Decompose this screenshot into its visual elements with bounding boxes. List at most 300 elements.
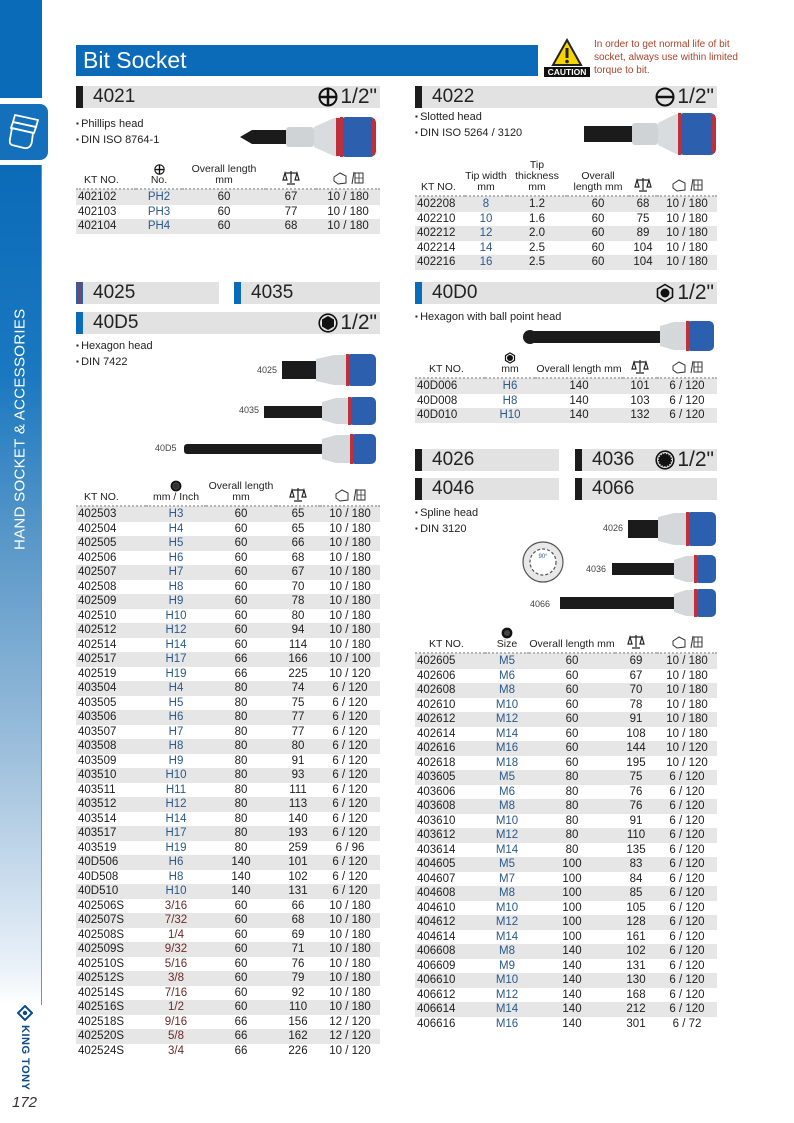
table-row (76, 205, 380, 220)
kt-number-cell: 403608 (415, 799, 485, 814)
table-row (76, 551, 380, 566)
table-row (415, 226, 717, 241)
table-cell: H6 (146, 710, 206, 725)
table-cell: M16 (485, 741, 529, 756)
table-cell: 10 / 180 (329, 957, 371, 970)
drive-size: 1/2" (655, 85, 717, 109)
drive-size: 1/2" (655, 281, 717, 305)
table-cell: 10 / 180 (320, 942, 380, 957)
table-cell: 3/16 (164, 899, 188, 912)
kt-number-cell: 402520S (76, 1029, 146, 1044)
product-code: 4066 (592, 478, 635, 499)
table-row (415, 886, 717, 901)
table-cell: 80 (206, 681, 276, 696)
table-cell: 60 (234, 609, 248, 622)
caution-notice (543, 38, 743, 78)
table-cell: H4 (168, 522, 184, 535)
table-cell: 6 / 120 (657, 973, 717, 988)
feature-list-4022 (415, 109, 522, 141)
table-cell: 10 / 180 (666, 698, 708, 711)
table-cell: M5 (485, 857, 529, 872)
kt-number-cell: 406616 (417, 1017, 456, 1030)
table-cell: 6 / 120 (657, 857, 717, 872)
table-cell: H19 (165, 841, 187, 854)
table-row (415, 378, 717, 394)
product-code: 4021 (93, 86, 136, 107)
table-cell: 80 (234, 841, 248, 854)
table-cell: 6 / 120 (657, 408, 717, 423)
product-code: 40D0 (432, 282, 478, 303)
table-cell: 6 / 120 (657, 770, 717, 785)
table-cell: 65 (291, 522, 305, 535)
kt-number-cell: 403510 (76, 768, 146, 783)
table-cell: 135 (626, 843, 646, 856)
spline-icon (655, 450, 675, 470)
table-cell: 60 (529, 712, 615, 727)
table-cell: 161 (626, 930, 646, 943)
table-cell: 6 / 120 (669, 872, 705, 885)
table-cell: 3/4 (168, 1044, 184, 1057)
table-cell: 80 (291, 609, 305, 622)
table-cell: 84 (629, 872, 643, 885)
table-cell: 6 / 120 (320, 710, 380, 725)
table-4025: KT NO. mm / Inch Overall length mm 402503 H3 60 65 10 / 180 402504 H4 60 65 10 / 180 402505 H5 60 66 10 / 180 402506 H6 60 68 10 / 180 402507 H7 60 67 10 / 180 402508 H8 60 70 10 / 180 402509 H9 60 78 10 / 180 402510 H10 60 80 10 / 180 402512 H12 60 94 10 / 180 402514 H14 60 114 10 / 180 402517 H17 66 166 10 / 100 402519 H19 66 225 10 / 120 403504 H4 80 74 6 / 120 403505 H5 80 75 6 / 120 403506 H6 80 77 6 / 120 403507 H7 80 77 6 / 120 403508 H8 80 80 6 / 120 403509 H9 80 91 6 / 120 403510 H10 80 93 6 / 120 403511 H11 80 111 6 / 120 403512 H12 80 113 6 / 120 403514 H14 80 140 6 / 120 403517 H17 80 193 6 / 120 403519 H19 80 259 6 / 96 40D506 H6 140 101 6 / 120 40D508 H8 140 102 6 / 120 40D510 H10 140 131 6 / 120 402506S 3/16 60 66 10 / 180 402507S 7/32 60 68 10 / 180 402508S 1/4 60 69 10 / 180 402509S 9/32 60 71 10 / 180 402510S 5/16 60 76 10 / 180 402512S 3/8 60 79 10 / 180 402514S 7/16 60 92 10 / 180 402516S 1/2 60 110 10 / 180 402518S 9/16 66 156 12 / 120 402520S 5/8 66 162 12 / 120 402524S 3/4 66 226 10 / 120 (76, 480, 380, 1058)
table-cell: 10 / 180 (320, 1000, 380, 1015)
table-row (415, 683, 717, 698)
kt-number-cell: 402510S (78, 957, 125, 970)
table-row (76, 884, 380, 899)
table-row (76, 913, 380, 928)
table-cell: 69 (615, 653, 657, 669)
table-cell: H10 (146, 884, 206, 899)
table-cell: 80 (234, 754, 248, 767)
section-header-4046 (415, 478, 559, 500)
kt-number-cell: 402506 (78, 551, 117, 564)
table-cell: 66 (276, 536, 320, 551)
table-cell: 85 (615, 886, 657, 901)
feature-item: ▪ Hexagon head (76, 338, 153, 354)
table-cell: 6 / 120 (657, 944, 717, 959)
table-cell: 80 (206, 710, 276, 725)
section-header-4021 (76, 86, 380, 108)
table-row (76, 536, 380, 551)
table-cell: 102 (288, 870, 308, 883)
table-cell: PH3 (147, 205, 171, 218)
table-row (415, 741, 717, 756)
table-cell: 66 (234, 667, 248, 680)
table-cell: 7/32 (146, 913, 206, 928)
table-row (76, 189, 380, 205)
table-cell: 140 (206, 855, 276, 870)
table-row (415, 930, 717, 945)
section-header-4022 (415, 86, 717, 108)
ball-hex-bit-socket-image (522, 320, 716, 352)
sidebar-category-label: HAND SOCKET & ACCESSORIES (11, 308, 29, 550)
brand-logo (14, 1005, 36, 1095)
table-cell: H4 (146, 681, 206, 696)
table-cell: 80 (206, 797, 276, 812)
kt-number-cell: 402503 (76, 506, 146, 522)
header-marker (76, 282, 83, 304)
table-row (415, 872, 717, 887)
table-cell: 77 (291, 725, 305, 738)
table-cell: 10 / 100 (320, 652, 380, 667)
kt-number-cell: 403610 (417, 814, 456, 827)
table-cell: 10 / 180 (657, 226, 717, 241)
header-marker (415, 449, 422, 471)
table-cell: H10 (146, 768, 206, 783)
table-cell: 168 (626, 988, 646, 1001)
table-cell: 68 (291, 551, 305, 564)
kt-number-cell: 403514 (78, 812, 117, 825)
table-cell: 10 / 120 (329, 667, 371, 680)
kt-number-cell: 403606 (417, 785, 456, 798)
table-row (76, 942, 380, 957)
table-cell: 2.5 (529, 241, 545, 254)
table-cell: 10 / 180 (320, 623, 380, 638)
table-row (415, 196, 717, 212)
table-cell: 12 (465, 226, 507, 241)
table-cell: 110 (615, 828, 657, 843)
table-cell: H12 (146, 623, 206, 638)
svg-text:90°: 90° (538, 554, 548, 560)
pack-icon (671, 359, 703, 375)
table-cell: 6 / 120 (332, 696, 368, 709)
feature-list-4026 (415, 505, 478, 537)
table-cell: 60 (529, 683, 615, 698)
table-row (415, 394, 717, 409)
kt-number-cell: 403605 (415, 770, 485, 785)
table-cell: 70 (291, 580, 305, 593)
table-cell: M16 (495, 1017, 519, 1030)
table-cell: 94 (276, 623, 320, 638)
table-cell: 80 (529, 770, 615, 785)
hexagon-icon (318, 313, 338, 333)
table-cell: H5 (146, 536, 206, 551)
table-cell: 69 (291, 928, 305, 941)
table-cell: 140 (562, 959, 582, 972)
table-row (76, 1044, 380, 1059)
drive-size: 1/2" (655, 448, 717, 472)
table-cell: H7 (146, 565, 206, 580)
table-cell: 140 (535, 378, 623, 394)
section-header-4026 (415, 449, 559, 471)
table-cell: 60 (206, 536, 276, 551)
product-code: 4026 (432, 449, 475, 470)
page-title: Bit Socket (76, 45, 538, 76)
kt-number-cell: 402212 (415, 226, 465, 241)
table-row (415, 241, 717, 256)
table-cell: M14 (495, 727, 519, 740)
table-cell: 60 (565, 698, 579, 711)
table-cell: 6 / 120 (332, 783, 368, 796)
table-cell: 6 / 120 (669, 959, 705, 972)
hexagon-ball-icon (655, 283, 675, 303)
table-4021: KT NO. No. Overall length mm 402102 PH2 60 67 10 / 180 402103 PH3 60 77 10 / 180 402104 PH4 60 68 10 / 180 (76, 164, 380, 234)
table-cell: M5 (485, 653, 529, 669)
table-cell: 105 (626, 901, 646, 914)
kt-number-cell: 402208 (415, 196, 465, 212)
table-cell: 80 (206, 826, 276, 841)
table-cell: 140 (231, 870, 251, 883)
feature-item: ▪ DIN 3120 (415, 521, 478, 537)
section-header-4025 (76, 282, 219, 304)
kt-number-cell: 403509 (78, 754, 117, 767)
table-cell: 140 (562, 1017, 582, 1030)
table-cell: 100 (529, 915, 615, 930)
table-row (76, 219, 380, 234)
warning-icon (543, 38, 591, 78)
table-row (76, 609, 380, 624)
sidebar-category-tab[interactable] (0, 104, 48, 160)
table-row (76, 1029, 380, 1044)
table-cell: 9/32 (146, 942, 206, 957)
table-row (415, 698, 717, 713)
spline-bit-socket-4066-image (560, 588, 718, 618)
table-cell: 101 (276, 855, 320, 870)
table-row (415, 756, 717, 771)
table-cell: 6 / 120 (657, 828, 717, 843)
table-cell: H11 (165, 783, 187, 796)
table-cell: 60 (565, 669, 579, 682)
kt-number-cell: 402616 (415, 741, 485, 756)
header-marker (415, 478, 422, 500)
table-row (415, 973, 717, 988)
table-row (415, 828, 717, 843)
table-cell: 16 (465, 255, 507, 270)
kt-number-cell: 40D506 (76, 855, 146, 870)
kt-number-cell: 402509 (76, 594, 146, 609)
table-cell: 111 (289, 783, 307, 796)
table-row (76, 986, 380, 1001)
table-cell: 60 (529, 741, 615, 756)
table-row (76, 696, 380, 711)
table-cell: 1/2 (146, 1000, 206, 1015)
table-cell: 140 (529, 944, 615, 959)
product-code: 4046 (432, 478, 475, 499)
feature-item: ▪ DIN ISO 8764-1 (76, 132, 159, 148)
table-cell: H6 (168, 551, 184, 564)
kt-number-cell: 402509S (76, 942, 146, 957)
table-cell: H5 (168, 696, 184, 709)
table-cell: 6 / 120 (332, 812, 368, 825)
table-row (76, 506, 380, 522)
table-cell: 60 (234, 957, 248, 970)
table-cell: 60 (206, 623, 276, 638)
table-cell: 60 (234, 928, 248, 941)
table-cell: 10 (479, 212, 493, 225)
kt-number-cell: 403508 (76, 739, 146, 754)
kt-number-cell: 402210 (417, 212, 456, 225)
spline-bit-socket-4026-image (628, 511, 718, 547)
table-cell: 101 (623, 378, 657, 394)
kt-number-cell: 403505 (78, 696, 117, 709)
table-cell: 130 (615, 973, 657, 988)
table-cell: M10 (495, 698, 519, 711)
table-cell: 10 / 180 (320, 506, 380, 522)
table-body-4022 (415, 196, 717, 270)
table-cell: H10 (485, 408, 535, 423)
kt-number-cell: 403519 (78, 841, 117, 854)
kt-number-cell: 402508S (78, 928, 125, 941)
table-cell: 60 (206, 942, 276, 957)
table-row (415, 785, 717, 800)
table-cell: 60 (206, 913, 276, 928)
table-cell: 225 (288, 667, 308, 680)
table-cell: H19 (165, 667, 187, 680)
table-row (415, 843, 717, 858)
table-cell: 80 (206, 768, 276, 783)
table-cell: 10 / 180 (329, 580, 371, 593)
table-row (76, 768, 380, 783)
table-cell: 100 (562, 930, 582, 943)
table-40D0: KT NO. mm Overall length mm 40D006 H6 140 101 6 / 120 40D008 H8 140 103 6 / 120 40D010 H10 140 132 6 / 120 (415, 352, 717, 423)
table-cell: 68 (266, 219, 316, 234)
table-cell: 10 / 120 (657, 741, 717, 756)
table-cell: 6 / 72 (672, 1017, 702, 1030)
caution-badge: CAUTION (547, 67, 587, 77)
table-cell: 60 (234, 638, 248, 651)
table-cell: 140 (529, 973, 615, 988)
table-cell: 80 (565, 785, 579, 798)
table-cell: 66 (291, 899, 305, 912)
header-marker (575, 478, 582, 500)
table-row (76, 928, 380, 943)
section-header-4036 (575, 449, 717, 471)
pack-icon (671, 634, 703, 650)
table-row (415, 255, 717, 270)
image-label: 4026 (603, 523, 624, 533)
table-cell: M6 (499, 785, 515, 798)
kt-number-cell: 406610 (415, 973, 485, 988)
table-cell: 10 / 180 (657, 712, 717, 727)
table-cell: 77 (276, 710, 320, 725)
table-cell: 1/4 (168, 928, 184, 941)
table-cell: 60 (182, 189, 266, 205)
table-cell: 6 / 120 (669, 814, 705, 827)
kt-number-cell: 402514S (78, 986, 125, 999)
table-cell: 6 / 120 (320, 681, 380, 696)
table-cell: 195 (626, 756, 646, 769)
kt-number-cell: 402103 (78, 205, 117, 218)
kt-number-cell: 403512 (76, 797, 146, 812)
product-code: 4035 (251, 282, 294, 303)
table-row (76, 797, 380, 812)
phillips-icon (318, 87, 338, 107)
page-number: 172 (12, 1094, 38, 1111)
header-marker (76, 86, 83, 108)
table-cell: 6 / 120 (657, 886, 717, 901)
table-cell: 60 (565, 727, 579, 740)
table-cell: 67 (276, 565, 320, 580)
feature-item: ▪ DIN ISO 5264 / 3120 (415, 125, 522, 141)
table-cell: 162 (276, 1029, 320, 1044)
kt-number-cell: 402508 (78, 580, 117, 593)
table-cell: M8 (485, 886, 529, 901)
sidebar-top-block (0, 0, 42, 98)
phillips-bit-socket-image (238, 113, 380, 161)
header-marker (575, 449, 582, 471)
table-cell: 10 / 180 (316, 219, 380, 234)
kt-number-cell: 404605 (415, 857, 485, 872)
table-cell: 140 (569, 394, 589, 407)
table-cell: 67 (266, 189, 316, 205)
table-cell: 6 / 120 (332, 870, 368, 883)
kt-number-cell: 403511 (78, 783, 116, 796)
weight-icon (631, 359, 649, 375)
table-row (76, 725, 380, 740)
table-cell: 10 / 180 (320, 594, 380, 609)
table-row (76, 652, 380, 667)
kt-number-cell: 402519 (78, 667, 117, 680)
kt-number-cell: 403517 (76, 826, 146, 841)
table-cell: 104 (629, 255, 657, 270)
table-row (76, 870, 380, 885)
table-cell: 128 (615, 915, 657, 930)
table-cell: 6 / 120 (332, 754, 368, 767)
kt-number-cell: 402507 (76, 565, 146, 580)
image-label: 4066 (530, 599, 551, 609)
sidebar-strip (0, 165, 42, 1005)
table-cell: 140 (535, 408, 623, 423)
table-cell: 60 (206, 1000, 276, 1015)
caution-text: In order to get normal life of bit socket, always use within limited torque to bit. (594, 39, 738, 76)
section-header-40D0 (415, 282, 717, 304)
weight-icon (289, 487, 307, 503)
table-cell: 91 (291, 754, 305, 767)
table-cell: H17 (146, 652, 206, 667)
table-cell: 6 / 120 (320, 739, 380, 754)
table-cell: 78 (276, 594, 320, 609)
table-cell: 3/8 (146, 971, 206, 986)
table-row (76, 841, 380, 856)
kt-number-cell: 40D006 (415, 378, 485, 394)
table-cell: 60 (234, 899, 248, 912)
table-cell: 74 (276, 681, 320, 696)
weight-icon (627, 634, 645, 650)
table-cell: 226 (288, 1044, 308, 1057)
kt-number-cell: 402216 (415, 255, 465, 270)
table-cell: 14 (479, 241, 493, 254)
product-code: 40D5 (93, 312, 139, 333)
table-cell: 6 / 120 (669, 930, 705, 943)
table-cell: PH2 (136, 189, 182, 205)
table-cell: 70 (615, 683, 657, 698)
table-cell: 65 (276, 506, 320, 522)
table-cell: 60 (217, 205, 231, 218)
table-cell: 6 / 120 (320, 855, 380, 870)
table-cell: 132 (623, 408, 657, 423)
table-row (76, 1000, 380, 1015)
table-row (76, 667, 380, 682)
table-cell: 6 / 120 (669, 988, 705, 1001)
table-cell: 10 / 180 (329, 638, 371, 651)
kt-number-cell: 404614 (417, 930, 456, 943)
table-row (76, 522, 380, 537)
table-cell: 66 (206, 652, 276, 667)
table-cell: 6 / 120 (657, 1002, 717, 1017)
kt-number-cell: 404612 (415, 915, 485, 930)
table-cell: 60 (234, 522, 248, 535)
kt-number-cell: 406612 (417, 988, 456, 1001)
table-cell: H14 (165, 638, 187, 651)
feature-item: ▪ Phillips head (76, 116, 159, 132)
table-cell: 76 (629, 785, 643, 798)
image-label: 40D5 (155, 443, 177, 453)
table-cell: M12 (495, 988, 519, 1001)
table-cell: 10 / 180 (666, 241, 708, 254)
king-tony-logo-icon (17, 1005, 33, 1021)
